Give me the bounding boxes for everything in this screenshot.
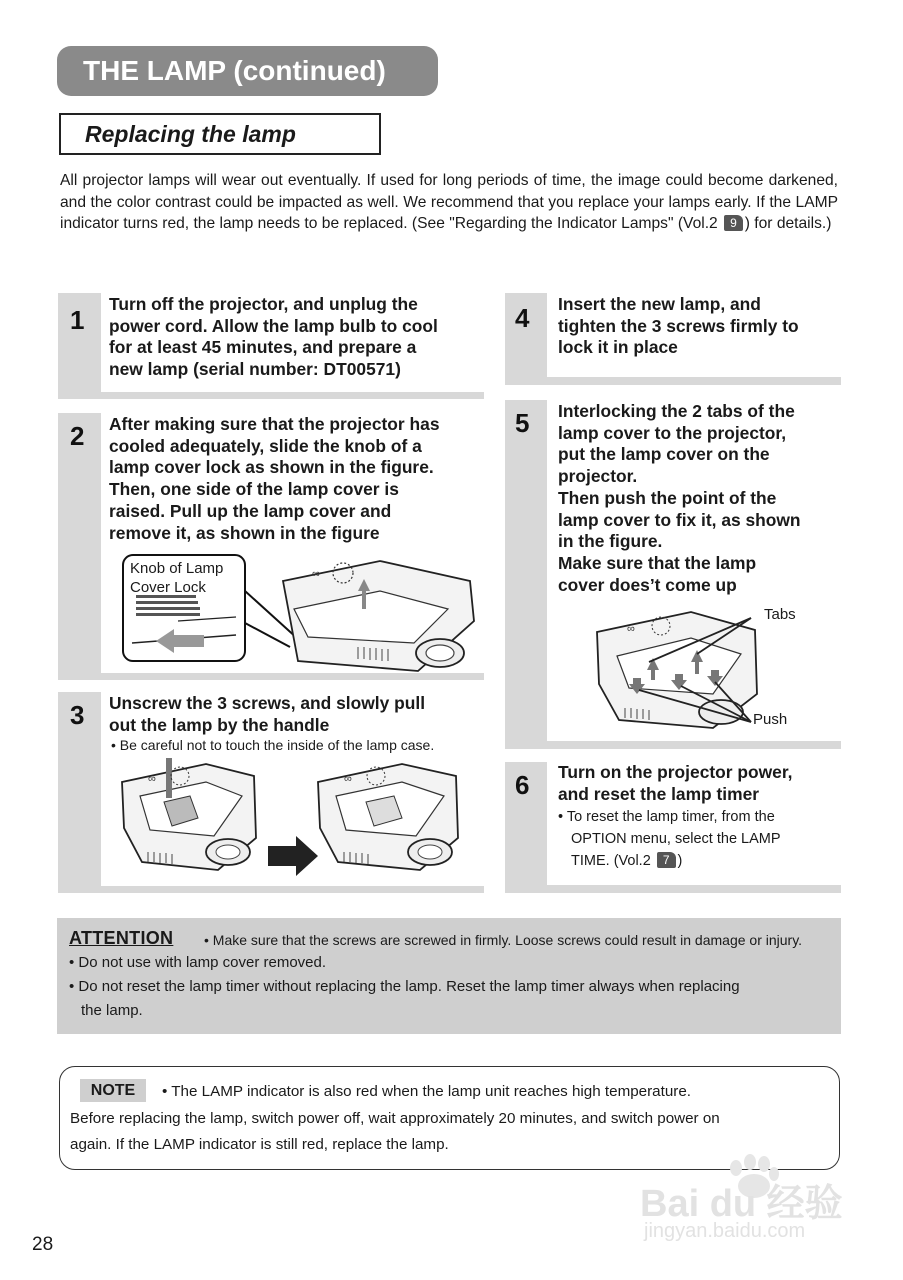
attention-line: • Make sure that the screws are screwed in firmly. Loose screws could result in damage or injury.	[204, 932, 803, 948]
callout-knob-label: Knob of Lamp Cover Lock	[130, 560, 224, 596]
step-instruction: Turn on the projector power, and reset the lamp timer	[558, 762, 793, 804]
label-push: Push	[753, 711, 788, 728]
svg-text:∞: ∞	[627, 623, 635, 635]
step-instruction: Insert the new lamp, and tighten the 3 screws firmly to lock it in place	[558, 294, 799, 358]
note-line: again. If the LAMP indicator is still red, replace the lamp.	[70, 1136, 449, 1153]
step-instruction: Turn off the projector, and unplug the power cord. Allow the lamp bulb to cool for at least 45 minutes, and prepare a new lamp (serial number: DT00571)	[109, 294, 438, 380]
label-tabs: Tabs	[764, 606, 796, 623]
attention-line: • Do not reset the lamp timer without replacing the lamp. Reset the lamp timer always when replacing	[69, 978, 740, 995]
page-ref-badge: 9	[724, 215, 743, 231]
section-subtitle: Replacing the lamp	[59, 113, 381, 155]
step-instruction: Unscrew the 3 screws, and slowly pull out the lamp by the handle	[109, 693, 426, 735]
page-title: THE LAMP (continued)	[57, 46, 438, 96]
step-4	[505, 293, 841, 385]
svg-text:∞: ∞	[148, 773, 156, 785]
attention-box	[57, 918, 841, 1034]
step-number: 2	[70, 421, 85, 451]
note-line: • The LAMP indicator is also red when the lamp unit reaches high temperature.	[162, 1083, 692, 1100]
step-number: 5	[515, 408, 530, 438]
attention-title: ATTENTION	[69, 928, 174, 948]
intro-paragraph	[60, 170, 838, 235]
step-caution: • Be careful not to touch the inside of the lamp case.	[111, 737, 435, 753]
step-number: 3	[70, 700, 85, 730]
lamp-removal-illustration	[118, 756, 484, 880]
step-instruction: Interlocking the 2 tabs of the lamp cover to the projector, put the lamp cover on the projector. Then push the point of the lamp cover to fix it, as shown in the figure. Make sure that the lamp cover does’t come up	[558, 401, 801, 595]
step-instruction: After making sure that the projector has cooled adequately, slide the knob of a lamp cover lock as shown in the figure. Then, one side of the lamp cover is raised. Pull up the lamp cover and remove it, as shown in the figure	[109, 414, 440, 543]
intro-text-end: ) for details.)	[744, 215, 832, 232]
lamp-cover-install-illustration	[591, 604, 841, 734]
step-2	[58, 413, 484, 680]
step-6	[505, 762, 841, 893]
svg-text:∞: ∞	[312, 568, 320, 580]
svg-text:∞: ∞	[344, 773, 352, 785]
attention-line: the lamp.	[81, 1002, 143, 1019]
step-1	[58, 293, 484, 399]
page-number: 28	[32, 1234, 54, 1255]
note-tag: NOTE	[80, 1079, 146, 1102]
step-number: 1	[70, 305, 85, 335]
baidu-watermark	[640, 1150, 880, 1250]
step-5	[505, 400, 841, 749]
attention-line: • Do not use with lamp cover removed.	[69, 954, 327, 971]
watermark-brand: Bai du 经验	[640, 1183, 843, 1225]
note-line: Before replacing the lamp, switch power off, wait approximately 20 minutes, and switch power on	[70, 1110, 720, 1127]
page-ref-badge: 7	[657, 852, 676, 868]
watermark-url: jingyan.baidu.com	[644, 1220, 806, 1242]
step-number: 6	[515, 770, 530, 800]
step-number: 4	[515, 303, 530, 333]
step-3	[58, 692, 484, 893]
step-note: • To reset the lamp timer, from the OPTION menu, select the LAMP TIME. (Vol.2 7 )	[558, 809, 781, 869]
intro-text: All projector lamps will wear out eventually. If used for long periods of time, the image could become darkened, and the color contrast could be impacted as well. We recommend that you replace your lamps early. If the LAMP indicator turns red, the lamp needs to be replaced. (See "Regarding the Indicator Lamps" (Vol.2	[60, 172, 838, 232]
